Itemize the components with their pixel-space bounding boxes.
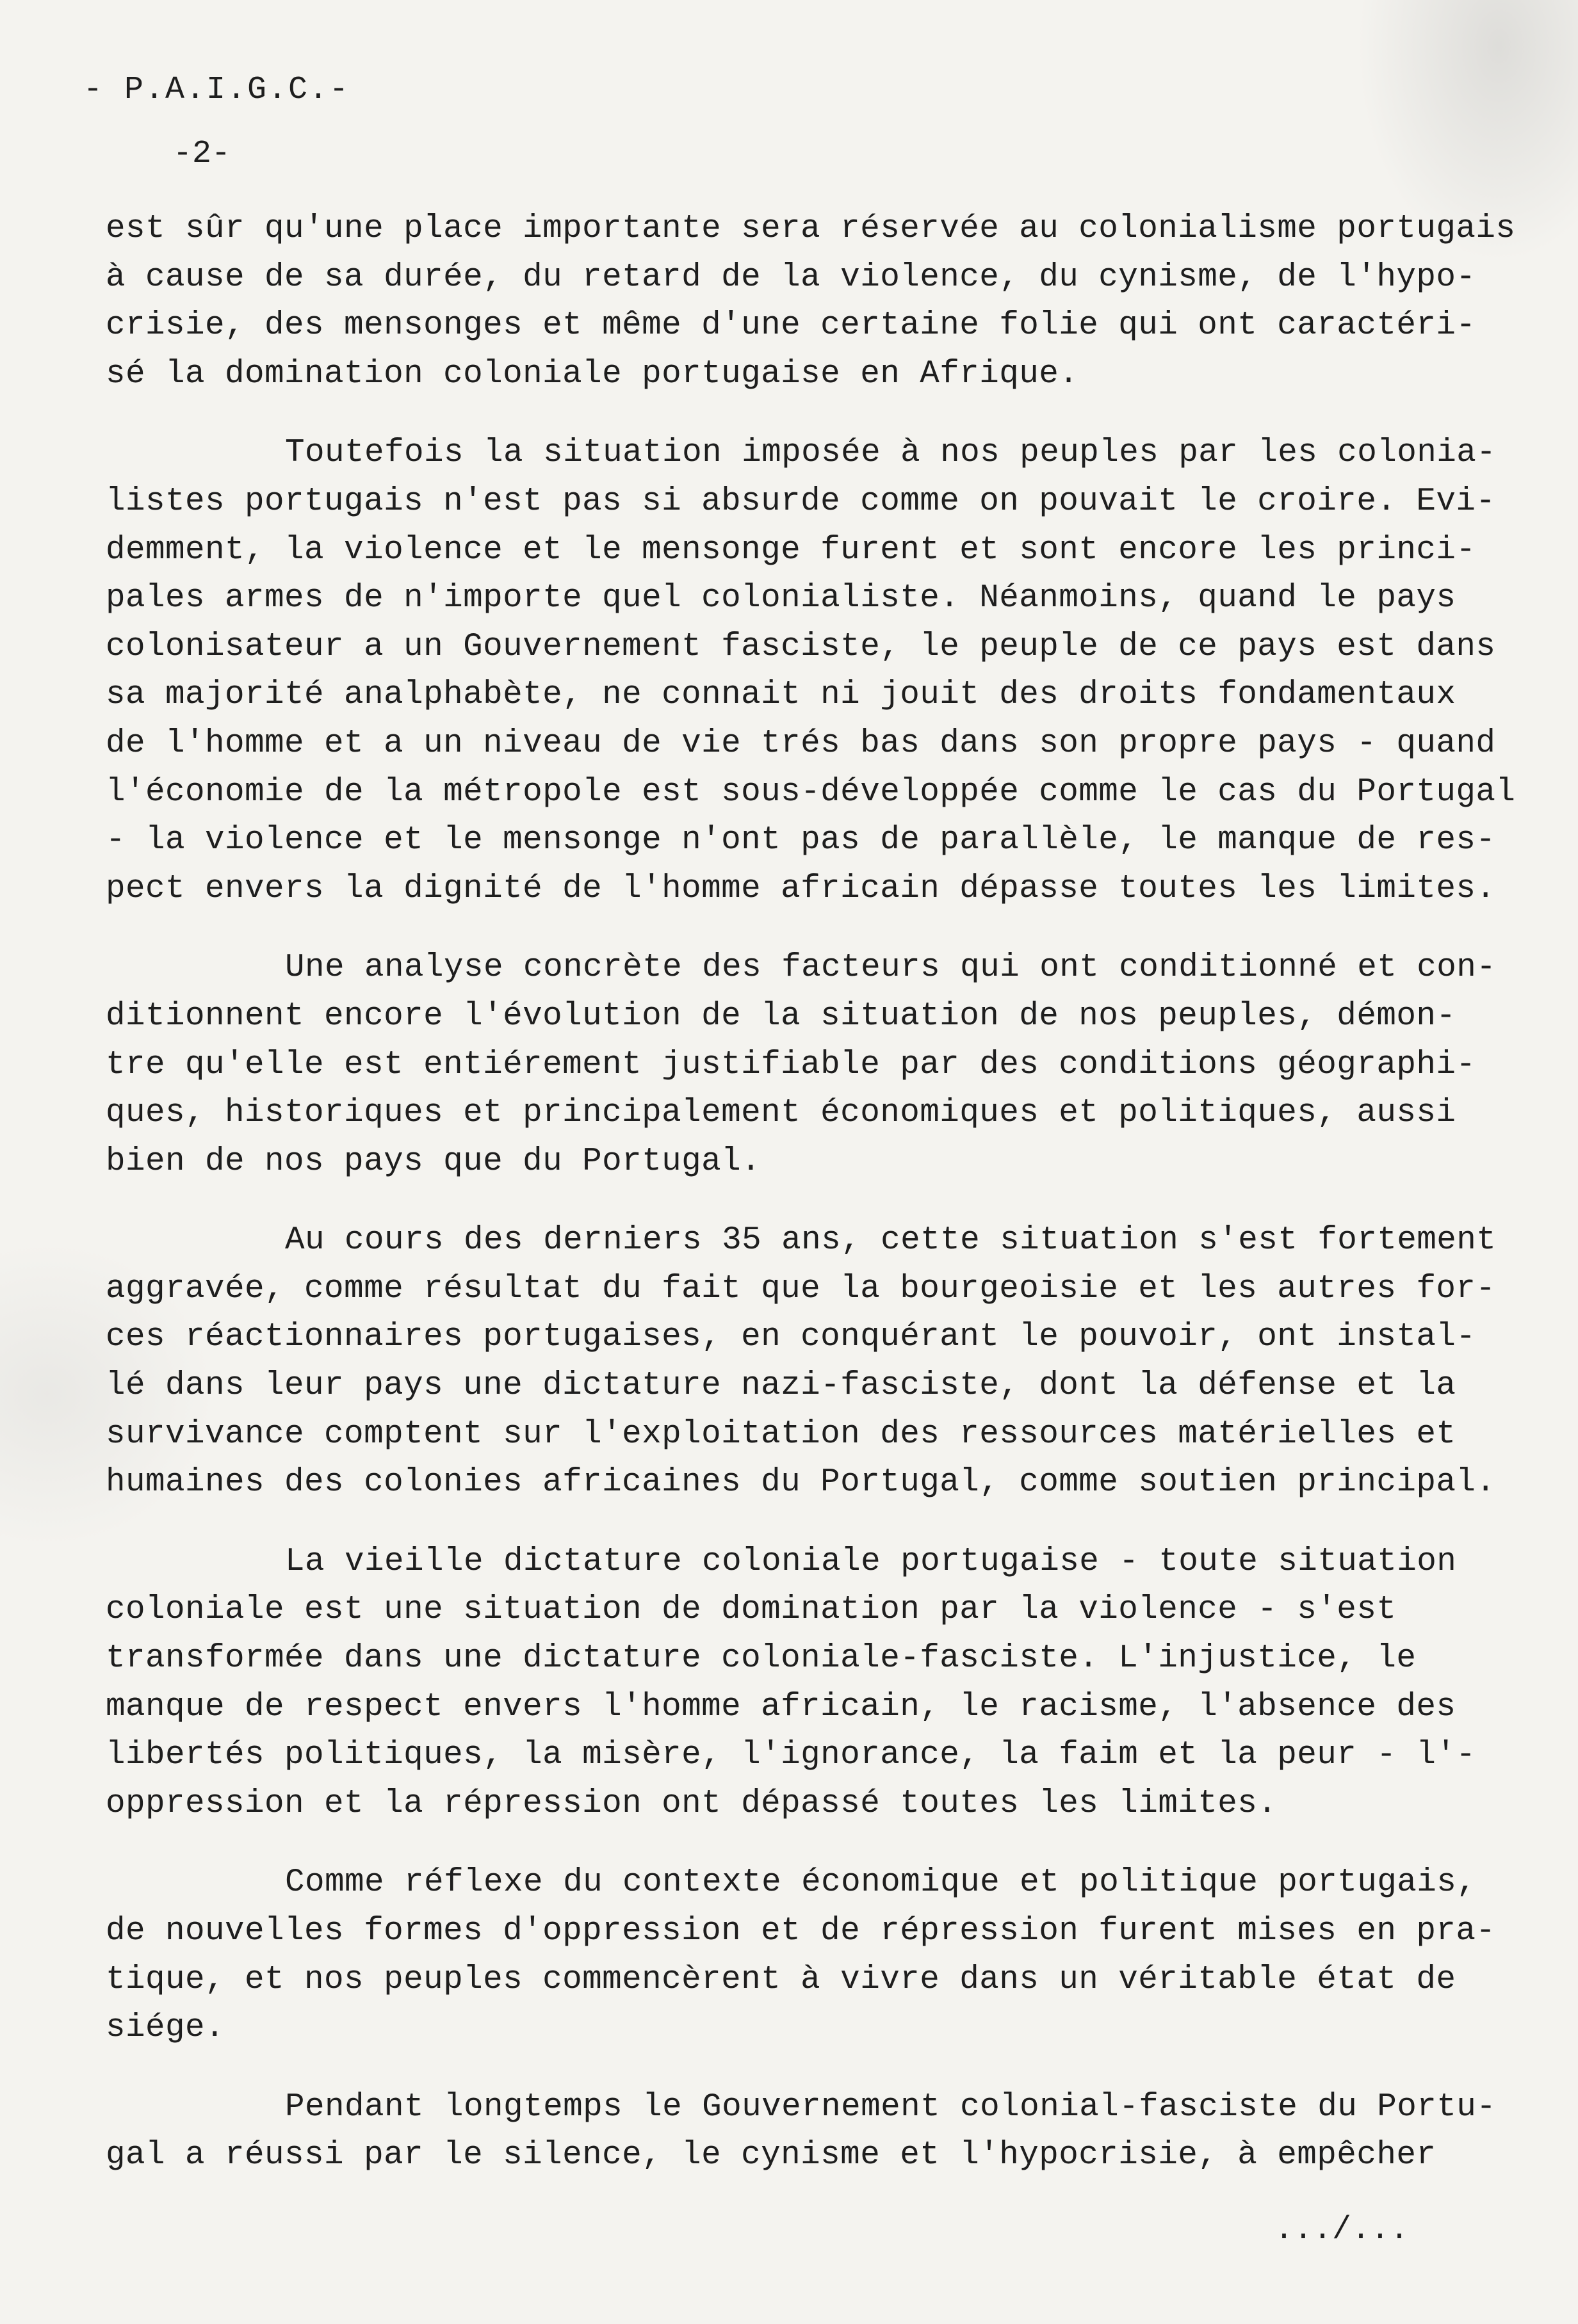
paragraph-5	[106, 1538, 1515, 1828]
text-line: de l'homme et a un niveau de vie trés bas dans son propre pays - quand	[106, 725, 1496, 762]
text-line: est sûr qu'une place importante sera réservée au colonialisme portugais	[106, 211, 1516, 247]
text-line: libertés politiques, la misère, l'ignorance, la faim et la peur - l'-	[106, 1737, 1476, 1774]
text-line: à cause de sa durée, du retard de la violence, du cynisme, de l'hypo-	[106, 259, 1476, 296]
text-line: coloniale est une situation de domination par la violence - s'est	[106, 1592, 1397, 1629]
text-line: humaines des colonies africaines du Portugal, comme soutien principal.	[106, 1464, 1496, 1501]
text-line: tique, et nos peuples commencèrent à vivre dans un véritable état de	[106, 1961, 1456, 1998]
paragraph-3	[106, 944, 1515, 1186]
text-line: survivance comptent sur l'exploitation des ressources matérielles et	[106, 1416, 1456, 1453]
paragraph-7	[106, 2083, 1515, 2180]
text-line: sa majorité analphabète, ne connait ni jouit des droits fondamentaux	[106, 677, 1456, 714]
text-line: ques, historiques et principalement économiques et politiques, aussi	[106, 1095, 1456, 1132]
text-line: - la violence et le mensonge n'ont pas de parallèle, le manque de res-	[106, 822, 1496, 859]
text-line: l'économie de la métropole est sous-développée comme le cas du Portugal	[106, 773, 1516, 811]
page-number: -2-	[173, 136, 231, 172]
text-line: transformée dans une dictature coloniale-fasciste. L'injustice, le	[106, 1640, 1417, 1677]
text-line: listes portugais n'est pas si absurde comme on pouvait le croire. Evi-	[106, 483, 1496, 520]
text-line: tre qu'elle est entiérement justifiable par des conditions géographi-	[106, 1046, 1476, 1083]
text-line: La vieille dictature coloniale portugaise - toute situation	[285, 1543, 1457, 1580]
text-line: Toutefois la situation imposée à nos peuples par les colonia-	[285, 435, 1497, 472]
text-line: ditionnent encore l'évolution de la situation de nos peuples, démon-	[106, 997, 1456, 1035]
text-line: ces réactionnaires portugaises, en conquérant le pouvoir, ont instal-	[106, 1319, 1476, 1356]
text-line: pect envers la dignité de l'homme africain dépasse toutes les limites.	[106, 870, 1496, 907]
text-line: Comme réflexe du contexte économique et politique portugais,	[285, 1864, 1477, 1901]
text-line: Au cours des derniers 35 ans, cette situation s'est fortement	[285, 1222, 1497, 1259]
text-line: lé dans leur pays une dictature nazi-fasciste, dont la défense et la	[106, 1368, 1456, 1405]
text-line: Pendant longtemps le Gouvernement colonial-fasciste du Portu-	[285, 2088, 1497, 2126]
text-line: Une analyse concrète des facteurs qui ont conditionné et con-	[285, 949, 1497, 987]
text-line: pales armes de n'importe quel colonialiste. Néanmoins, quand le pays	[106, 580, 1456, 617]
paragraph-1	[106, 205, 1515, 398]
paragraph-6	[106, 1859, 1515, 2052]
text-line: aggravée, comme résultat du fait que la bourgeoisie et les autres for-	[106, 1270, 1496, 1307]
text-line: demment, la violence et le mensonge furent et sont encore les princi-	[106, 531, 1476, 569]
continuation-mark: .../...	[1274, 2212, 1410, 2248]
text-line: sé la domination coloniale portugaise en Afrique.	[106, 355, 1079, 392]
organization-header: - P.A.I.G.C.-	[83, 72, 350, 108]
text-line: de nouvelles formes d'oppression et de répression furent mises en pra-	[106, 1913, 1496, 1949]
text-line: bien de nos pays que du Portugal.	[106, 1143, 761, 1180]
text-line: manque de respect envers l'homme africain, le racisme, l'absence des	[106, 1688, 1456, 1725]
document-body	[106, 205, 1515, 2211]
text-line: gal a réussi par le silence, le cynisme et l'hypocrisie, à empêcher	[106, 2137, 1436, 2174]
paragraph-2	[106, 429, 1515, 913]
text-line: crisie, des mensonges et même d'une certaine folie qui ont caractéri-	[106, 307, 1476, 344]
paragraph-4	[106, 1216, 1515, 1507]
text-line: oppression et la répression ont dépassé toutes les limites.	[106, 1785, 1278, 1822]
text-line: siége.	[106, 2010, 225, 2047]
text-line: colonisateur a un Gouvernement fasciste, le peuple de ce pays est dans	[106, 628, 1496, 665]
